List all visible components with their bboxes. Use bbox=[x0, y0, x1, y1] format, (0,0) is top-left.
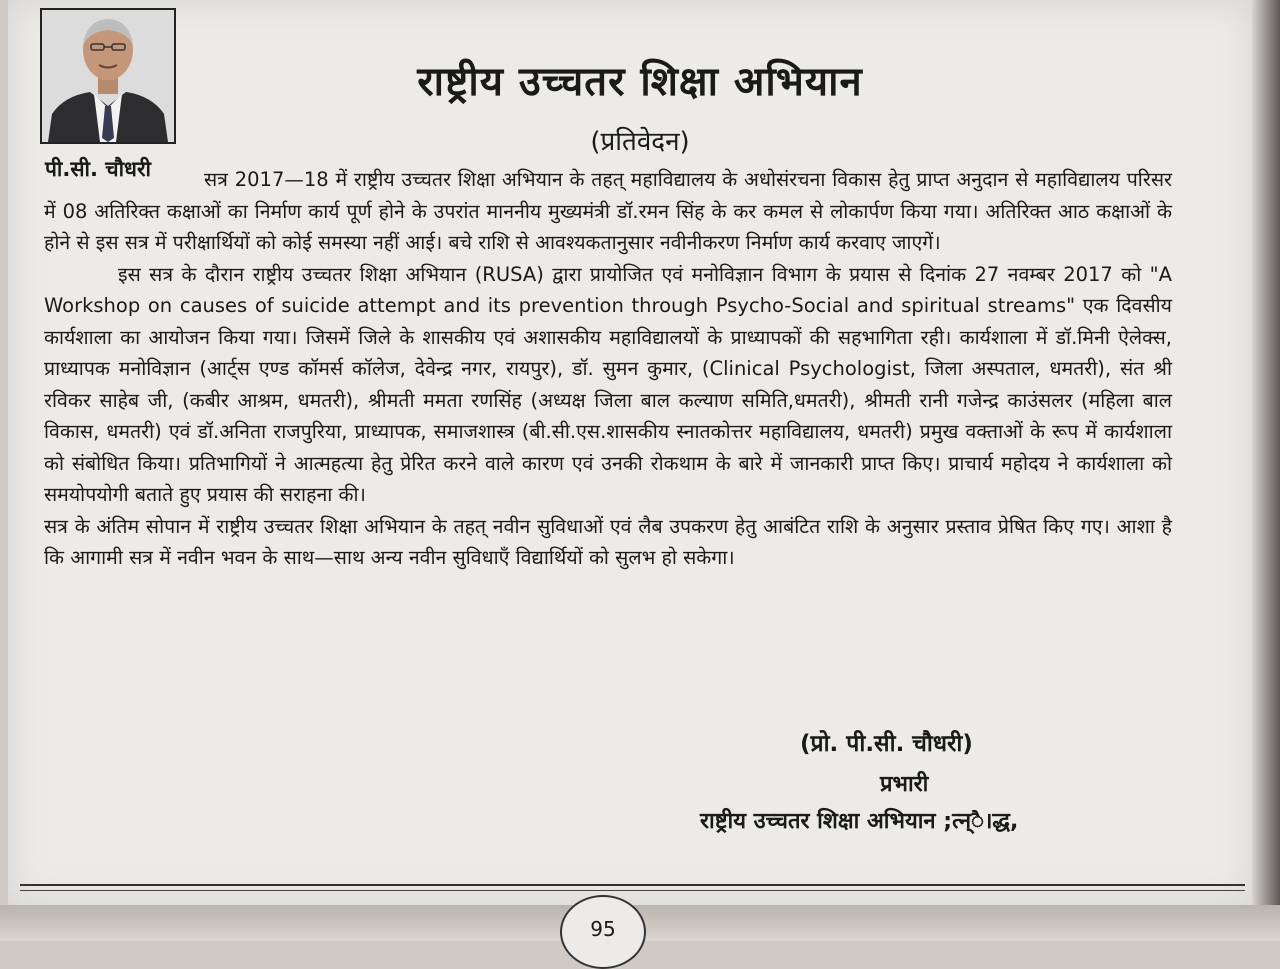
paragraph-proposals: सत्र के अंतिम सोपान में राष्ट्रीय उच्चतर शिक्षा अभियान के तहत् नवीन सुविधाओं एवं लैब उपकरण हेतु आबंटित राशि के अनुसार प्रस्ताव प्रेषित किए गए। आशा है कि आगामी सत्र में नवीन भवन के साथ—साथ अन्य नवीन सुविधाएँ विद्यार्थियों को सुलभ हो सकेगा। bbox=[44, 514, 1172, 569]
signatory-name: (प्रो. पी.सी. चौधरी) bbox=[800, 731, 973, 757]
footer-rule bbox=[20, 884, 1245, 886]
signatory-organization: राष्ट्रीय उच्चतर शिक्षा अभियान ;त्न्ै।द्ध, bbox=[700, 809, 1019, 834]
signatory-role: प्रभारी bbox=[880, 772, 929, 797]
paragraph-infrastructure: सत्र 2017—18 में राष्ट्रीय उच्चतर शिक्षा अभियान के तहत् महाविद्यालय के अधोसंरचना विकास हेतु प्राप्त अनुदान से महाविद्यालय परिसर में 08 अतिरिक्त कक्षाओं का निर्माण कार्य पूर्ण होने के उपरांत माननीय मुख्यमंत्री डॉ.रमन सिंह के कर कमल से लोकार्पण किया गया। अतिरिक्त आठ कक्षाओं के होने से इस सत्र में परीक्षार्थियों को कोई समस्या नहीं आई। बचे राशि से आवश्यकतानुसार नवीनीकरण निर्माण कार्य करवाए जाएगें। bbox=[44, 168, 1172, 254]
page-title: राष्ट्रीय उच्चतर शिक्षा अभियान bbox=[417, 58, 863, 105]
author-name: पी.सी. चौधरी bbox=[45, 157, 151, 181]
report-body bbox=[44, 164, 1172, 574]
paragraph-workshop: इस सत्र के दौरान राष्ट्रीय उच्चतर शिक्षा अभियान (RUSA) द्वारा प्रायोजित एवं मनोविज्ञान विभाग के प्रयास से दिनांक 27 नवम्बर 2017 को "A Workshop on causes of suicide attempt and its prevention through Psycho-Social and spiritual streams" एक दिवसीय कार्यशाला का आयोजन किया गया। जिसमें जिले के शासकीय एवं अशासकीय महाविद्यालयों के प्राध्यापकों की सहभागिता रही। कार्यशाला में डॉ.मिनी ऐलेक्स, प्राध्यापक मनोविज्ञान (आर्ट्स एण्ड कॉमर्स कॉलेज, देवेन्द्र नगर, रायपुर), डॉ. सुमन कुमार, (Clinical Psychologist, जिला अस्पताल, धमतरी), संत श्री रविकर साहेब जी, (कबीर आश्रम, धमतरी), श्रीमती ममता रणसिंह (अध्यक्ष जिला बाल कल्याण समिति,धमतरी), श्रीमती रानी गजेन्द्र काउंसलर (महिला बाल विकास, धमतरी) एवं डॉ.अनिता राजपुरिया, प्राध्यापक, समाजशास्त्र (बी.सी.एस.शासकीय स्नातकोत्तर महाविद्यालय, धमतरी) प्रमुख वक्ताओं के रूप में कार्यशाला को संबोधित किया। प्रतिभागियों ने आत्महत्या हेतु प्रेरित करने वाले कारण एवं उनकी रोकथाम के बारे में जानकारी प्राप्त किए। प्राचार्य महोदय ने कार्यशाला को समयोपयोगी बताते हुए प्रयास की सराहना की। bbox=[44, 262, 1172, 506]
report-subtitle: (प्रतिवेदन) bbox=[590, 127, 690, 157]
page-number-badge bbox=[560, 895, 646, 969]
footer-rule-thin bbox=[20, 890, 1245, 891]
page-number: 95 bbox=[590, 917, 616, 941]
